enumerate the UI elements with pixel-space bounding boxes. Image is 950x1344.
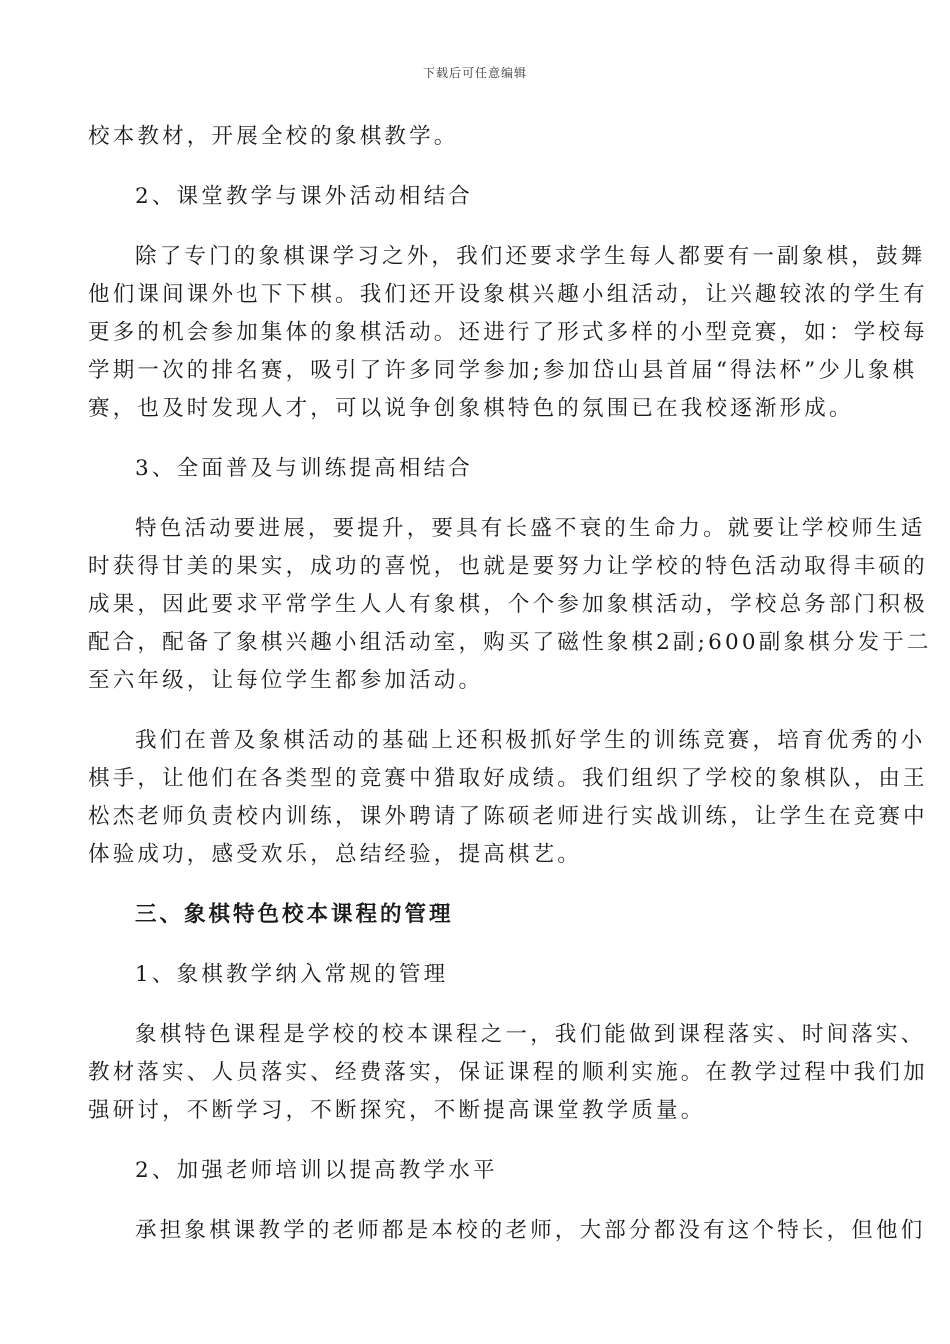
subheading: 3、全面普及与训练提高相结合 [135, 456, 473, 481]
paragraph-line: 体验成功，感受欢乐，总结经验，提高棋艺。 [88, 842, 583, 867]
paragraph [88, 1016, 928, 1130]
paragraph-line: 松杰老师负责校内训练，课外聘请了陈硕老师进行实战训练，让学生在竞赛中 [88, 804, 928, 829]
paragraph-line: 特色活动要进展，要提升，要具有长盛不衰的生命力。就要让学校师生适 [135, 516, 926, 541]
paragraph [88, 238, 928, 428]
paragraph-line: 校本教材，开展全校的象棋教学。 [88, 124, 459, 149]
paragraph-line: 学期一次的排名赛，吸引了许多同学参加;参加岱山县首届“得法杯”少儿象棋 [88, 358, 918, 383]
paragraph-line: 除了专门的象棋课学习之外，我们还要求学生每人都要有一副象棋，鼓舞 [135, 244, 926, 269]
section-heading: 三、象棋特色校本课程的管理 [135, 902, 454, 927]
paragraph-line: 赛，也及时发现人才，可以说争创象棋特色的氛围已在我校逐渐形成。 [88, 396, 854, 421]
paragraph [88, 722, 928, 874]
paragraph-line: 时获得甘美的果实，成功的喜悦，也就是要努力让学校的特色活动取得丰硕的 [88, 554, 928, 579]
subheading: 2、课堂教学与课外活动相结合 [135, 184, 473, 209]
paragraph-line: 棋手，让他们在各类型的竞赛中猎取好成绩。我们组织了学校的象棋队，由王 [88, 766, 928, 791]
paragraph [88, 510, 932, 700]
subheading: 1、象棋教学纳入常规的管理 [135, 962, 449, 987]
paragraph-line: 象棋特色课程是学校的校本课程之一，我们能做到课程落实、时间落实、 [135, 1022, 926, 1047]
page-header: 下载后可任意编辑 [422, 66, 527, 80]
paragraph-line: 成果，因此要求平常学生人人有象棋，个个参加象棋活动，学校总务部门积极 [88, 592, 928, 617]
paragraph-line: 强研讨，不断学习，不断探究，不断提高课堂教学质量。 [88, 1098, 706, 1123]
paragraph [88, 1212, 926, 1250]
subheading: 2、加强老师培训以提高教学水平 [135, 1158, 498, 1183]
paragraph-line: 承担象棋课教学的老师都是本校的老师，大部分都没有这个特长，但他们 [135, 1218, 926, 1243]
paragraph-line: 教材落实、人员落实、经费落实，保证课程的顺利实施。在教学过程中我们加 [88, 1060, 928, 1085]
document-body [88, 118, 932, 1250]
paragraph-line: 配合，配备了象棋兴趣小组活动室，购买了磁性象棋2副;600副象棋分发于二 [88, 630, 932, 655]
paragraph-line: 更多的机会参加集体的象棋活动。还进行了形式多样的小型竞赛，如：学校每 [88, 320, 928, 345]
paragraph-line: 他们课间课外也下下棋。我们还开设象棋兴趣小组活动，让兴趣较浓的学生有 [88, 282, 928, 307]
paragraph-line: 我们在普及象棋活动的基础上还积极抓好学生的训练竞赛，培育优秀的小 [135, 728, 926, 753]
paragraph-line: 至六年级，让每位学生都参加活动。 [88, 668, 484, 693]
